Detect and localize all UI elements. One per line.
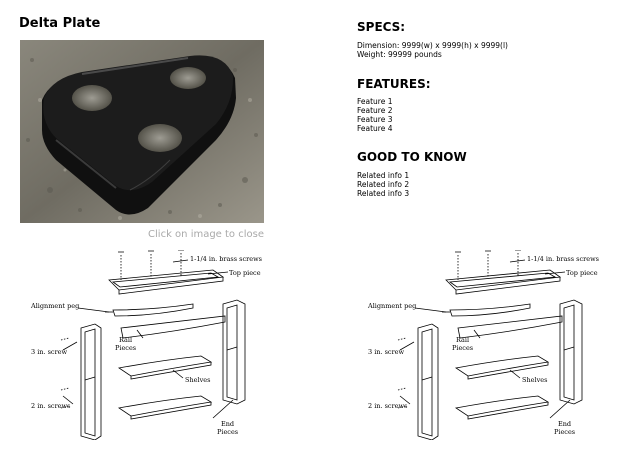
feature-item: Feature 4: [357, 124, 393, 133]
spec-weight: Weight: 99999 pounds: [357, 50, 442, 59]
feature-item: Feature 1: [357, 97, 393, 106]
spec-dimension: Dimension: 9999(w) x 9999(h) x 9999(l): [357, 41, 508, 50]
page-title: Delta Plate: [19, 16, 101, 31]
label-2in-screws: 2 in. screws: [368, 402, 408, 410]
label-2in-screws: 2 in. screws: [31, 402, 71, 410]
label-alignment-peg: Alignment peg: [368, 302, 417, 310]
label-pieces: Pieces: [115, 344, 137, 352]
label-shelves: Shelves: [522, 376, 548, 384]
assembly-diagram: [360, 250, 605, 440]
related-info-item: Related info 1: [357, 171, 410, 180]
label-3in-screw: 3 in. screw: [31, 348, 68, 356]
label-rail: Rail: [456, 336, 470, 344]
related-info-item: Related info 3: [357, 189, 410, 198]
label-end-pieces: Pieces: [554, 428, 576, 436]
label-pieces: Pieces: [452, 344, 474, 352]
label-brass-screws: 1-1/4 in. brass screws: [190, 255, 262, 263]
label-shelves: Shelves: [185, 376, 211, 384]
feature-item: Feature 2: [357, 106, 393, 115]
label-alignment-peg: Alignment peg: [31, 302, 80, 310]
features-heading: FEATURES:: [357, 77, 431, 91]
label-3in-screw: 3 in. screw: [368, 348, 405, 356]
label-rail: Rail: [119, 336, 133, 344]
label-brass-screws: 1-1/4 in. brass screws: [527, 255, 599, 263]
label-end-pieces: Pieces: [217, 428, 239, 436]
close-hint[interactable]: Click on image to close: [148, 229, 264, 240]
feature-item: Feature 3: [357, 115, 393, 124]
good-to-know-heading: GOOD TO KNOW: [357, 150, 467, 164]
label-top-piece: Top piece: [566, 269, 598, 277]
specs-heading: SPECS:: [357, 20, 406, 34]
label-top-piece: Top piece: [229, 269, 261, 277]
assembly-diagram: [23, 250, 268, 440]
label-end: End: [221, 420, 235, 428]
related-info-item: Related info 2: [357, 180, 410, 189]
product-image[interactable]: [20, 40, 264, 223]
label-end: End: [558, 420, 572, 428]
